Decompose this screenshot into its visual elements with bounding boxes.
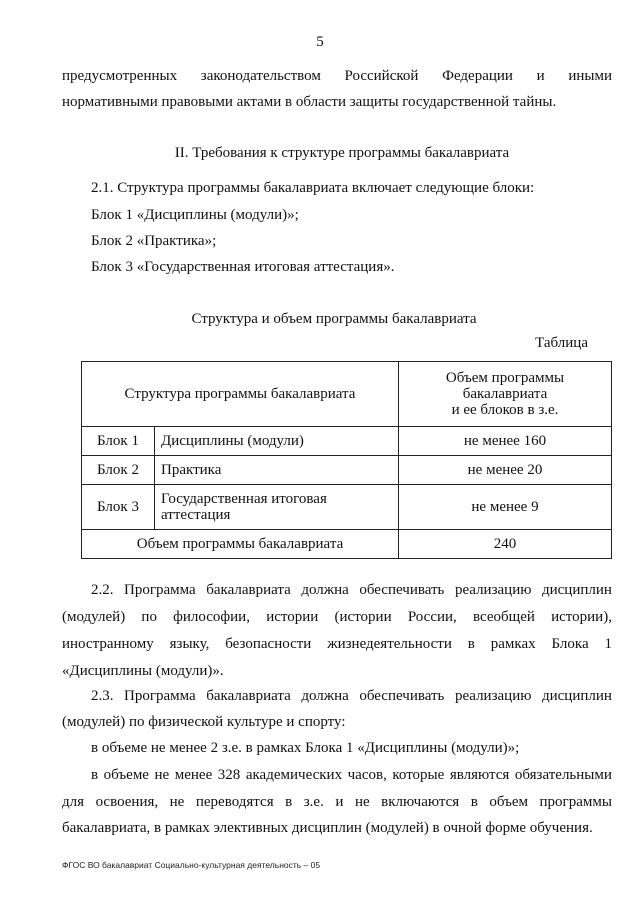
word: обязательными <box>514 767 612 783</box>
word: жизнедеятельности <box>327 636 452 652</box>
word: иными <box>568 68 612 84</box>
word: включаются <box>381 794 460 810</box>
section-2-1-intro: 2.1. Структура программы бакалавриата включает следующие блоки: <box>91 180 535 196</box>
word: реализацию <box>454 582 532 598</box>
section-2-2-line-2 <box>62 609 612 626</box>
intro-line-1 <box>62 68 612 85</box>
table-row <box>82 456 612 485</box>
word: предусмотренных <box>62 68 178 84</box>
word: не <box>154 767 170 783</box>
word: Программа <box>124 688 196 704</box>
block-item-2: Блок 2 «Практика»; <box>91 233 217 249</box>
block-cell: Блок 1 <box>82 427 155 456</box>
word: всеобщей <box>473 609 535 625</box>
word: менее <box>174 767 213 783</box>
word: объем <box>489 794 528 810</box>
word: иностранному <box>62 636 154 652</box>
word: дисциплин <box>541 688 612 704</box>
section-2-2-line-3 <box>62 636 612 653</box>
word: Российской <box>344 68 419 84</box>
section-2-3-line-2: (модулей) по физической культуре и спорту: <box>62 714 346 730</box>
section-2-3-line-1 <box>91 688 612 705</box>
block-item-3: Блок 3 «Государственная итоговая аттестация». <box>91 259 395 275</box>
word: философии, <box>173 609 250 625</box>
header-volume-line-2: бакалавриата <box>462 386 548 402</box>
word: 2.2. <box>91 582 114 598</box>
table-row <box>82 485 612 530</box>
word: законодательством <box>200 68 321 84</box>
block-volume-cell: не менее 9 <box>399 485 612 530</box>
word: дисциплин <box>541 582 612 598</box>
section-2-3-line-5 <box>62 794 612 811</box>
word: России, <box>407 609 457 625</box>
word: бакалавриата <box>206 688 291 704</box>
word: освоения, <box>95 794 159 810</box>
block-cell: Блок 3 <box>82 485 155 530</box>
section-2-3-line-3: в объеме не менее 2 з.е. в рамках Блока 1 «Дисциплины (модули)»; <box>91 740 520 756</box>
word: не <box>354 794 370 810</box>
word: должна <box>301 688 349 704</box>
header-volume-cell <box>399 362 612 427</box>
section-title: II. Требования к структуре программы бакалавриата <box>174 145 510 161</box>
header-structure-cell: Структура программы бакалавриата <box>82 362 399 427</box>
block-name-cell: Практика <box>155 456 399 485</box>
program-structure-table <box>81 361 612 559</box>
header-volume-line-1: Объем программы <box>445 370 565 386</box>
word: рамках <box>490 636 536 652</box>
block-name-line-1: Государственная итоговая <box>161 491 327 507</box>
word: (истории <box>334 609 392 625</box>
total-label-cell: Объем программы бакалавриата <box>82 530 399 559</box>
block-name-line-2: аттестация <box>161 507 231 523</box>
word: в <box>470 794 478 810</box>
section-2-2-line-1 <box>91 582 612 599</box>
word: обеспечивать <box>359 582 445 598</box>
block-name-cell <box>155 485 399 530</box>
word: 2.3. <box>91 688 114 704</box>
word: по <box>141 609 157 625</box>
word: истории <box>266 609 319 625</box>
word: являются <box>449 767 510 783</box>
word: в <box>91 767 99 783</box>
table-title: Структура и объем программы бакалавриата <box>191 311 477 327</box>
word: не <box>169 794 185 810</box>
table-header-row <box>82 362 612 427</box>
word: языку, <box>169 636 210 652</box>
table-label: Таблица <box>535 335 588 351</box>
word: и <box>536 68 545 84</box>
document-footer: ФГОС ВО бакалавриат Социально-культурная деятельность – 05 <box>62 860 321 870</box>
word: часов, <box>347 767 387 783</box>
word: академических <box>245 767 343 783</box>
word: программы <box>539 794 612 810</box>
word: должна <box>301 582 349 598</box>
section-2-3-line-6: бакалавриата, в рамках элективных дисциплин (модулей) в очной форме обучения. <box>62 820 593 836</box>
section-2-2-line-4: «Дисциплины (модули)». <box>62 663 224 679</box>
header-volume-line-3: и ее блоков в з.е. <box>451 402 559 418</box>
table-row <box>82 427 612 456</box>
word: в <box>285 794 293 810</box>
word: з.е. <box>303 794 324 810</box>
word: Программа <box>124 582 196 598</box>
word: переводятся <box>195 794 274 810</box>
word: объеме <box>103 767 149 783</box>
word: истории), <box>551 609 612 625</box>
block-cell: Блок 2 <box>82 456 155 485</box>
block-name-cell: Дисциплины (модули) <box>155 427 399 456</box>
word: Блока <box>551 636 589 652</box>
page-number: 5 <box>316 34 324 50</box>
word: в <box>467 636 475 652</box>
block-item-1: Блок 1 «Дисциплины (модули)»; <box>91 207 299 223</box>
word: для <box>62 794 85 810</box>
word: реализацию <box>454 688 532 704</box>
word: Федерации <box>442 68 513 84</box>
block-volume-cell: не менее 160 <box>399 427 612 456</box>
total-value-cell: 240 <box>399 530 612 559</box>
word: бакалавриата <box>206 582 291 598</box>
section-2-3-line-4 <box>91 767 612 784</box>
word: 1 <box>604 636 612 652</box>
block-volume-cell: не менее 20 <box>399 456 612 485</box>
word: обеспечивать <box>359 688 445 704</box>
word: и <box>335 794 344 810</box>
table-total-row <box>82 530 612 559</box>
intro-line-2: нормативными правовыми актами в области защиты государственной тайны. <box>62 94 557 110</box>
word: безопасности <box>225 636 312 652</box>
word: (модулей) <box>62 609 126 625</box>
word: 328 <box>217 767 241 783</box>
word: которые <box>392 767 445 783</box>
